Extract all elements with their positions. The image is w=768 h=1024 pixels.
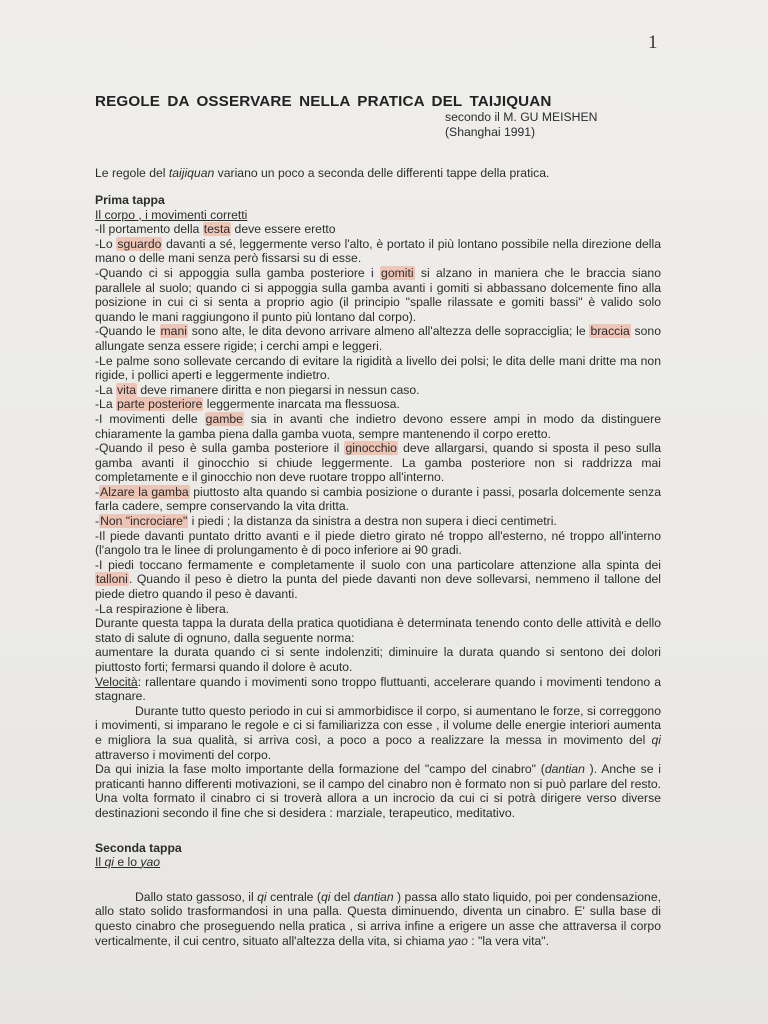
author-place-date: (Shanghai 1991) <box>445 125 536 139</box>
intro-paragraph <box>95 166 549 180</box>
speed-paragraph: Velocità: rallentare quando i movimenti sono troppo fluttuanti, accelerare quando i movimenti tendono a stagnare. <box>95 674 661 704</box>
rule-paragraph: -Le palme sono sollevate cercando di evitare la rigidità a livello dei polsi; le dita delle mani dritte ma non rigide, i pollici aperti e leggermente indietro. <box>95 353 661 383</box>
duration-norm-paragraph: aumentare la durata quando ci si sente indolenziti; diminuire la durata quando si sentono dei dolori piuttosto forti; fermarsi quando il dolore è acuto. <box>95 645 661 674</box>
rule-paragraph: -I movimenti delle gambe sia in avanti che indietro devono essere ampi in modo da distinguere chiaramente la gamba piena dalla gamba vuota, sempre mantenendo il corpo eretto. <box>95 411 661 441</box>
highlight: sguardo <box>117 236 162 251</box>
highlight: testa <box>203 222 231 237</box>
highlight: mani <box>160 324 187 339</box>
section-heading-seconda-tappa: Seconda tappa <box>95 840 182 855</box>
section-heading-prima-tappa: Prima tappa <box>95 193 165 207</box>
highlight: Alzare la gamba <box>100 484 189 499</box>
duration-paragraph: Durante questa tappa la durata della pratica quotidiana è determinata tenendo conto delle attività e dello stato di salute di ognuno, dalla seguente norma: <box>95 616 661 645</box>
document-body <box>95 193 661 948</box>
rule-paragraph: -La parte posteriore leggermente inarcata ma flessuosa. <box>95 397 400 412</box>
rule-paragraph: -La vita deve rimanere diritta e non piegarsi in nessun caso. <box>95 382 420 397</box>
body-paragraph: Da qui inizia la fase molto importante della formazione del "campo del cinabro" (dantian ). Anche se i praticanti hanno differenti motivazioni, se il campo del cinabro non è formato non si può parlare del resto. Una volta formato il cinabro ci si troverà allora a un incrocio da cui ci si potrà dirigere verso diverse destinazioni secondo il fine che si desidera : marziale, terapeutico, meditativo. <box>95 762 662 820</box>
highlight: Non "incrociare" <box>100 514 188 529</box>
body-paragraph: Dallo stato gassoso, il qi centrale (qi del dantian ) passa allo stato liquido, poi per condensazione, allo stato solido trasformandosi in una palla. Questa diminuendo, diventa un cinabro. E' sulla base di questo cinabro che proseguendo nella pratica , si arriva infine a erigere un asse che attraversa il corpo verticalmente, il cui centro, situato all'altezza della vita, si chiama yao : "la vera vita". <box>95 889 661 948</box>
highlight: gomiti <box>381 265 414 280</box>
intro-italic-term: taijiquan <box>168 166 215 180</box>
rule-paragraph: -Non "incrociare" i piedi ; la distanza da sinistra a destra non supera i dieci centimetri. <box>95 514 557 529</box>
highlight: braccia <box>590 324 630 339</box>
rule-paragraph: -Alzare la gamba piuttosto alta quando si cambia posizione o durante i passi, posarla dolcemente senza farla cadere, sempre conservando la vita dritta. <box>95 484 661 514</box>
body-paragraph: Durante tutto questo periodo in cui si ammorbidisce il corpo, si aumentano le forze, si correggono i movimenti, si imparano le regole e ci si familiarizza con esse , il volume delle energie interiori aumenta e migliora la sua qualità, si arriva così, a poco a poco a realizzare la messa in movimento del qi attraverso i movimenti del corpo. <box>95 703 661 762</box>
document-title: REGOLE DA OSSERVARE NELLA PRATICA DEL TAIJIQUAN <box>95 93 552 110</box>
section-subheading: Il corpo , i movimenti corretti <box>95 207 248 222</box>
highlight: parte posteriore <box>117 397 203 412</box>
page-number: 1 <box>648 32 658 53</box>
intro-text: Le regole del <box>95 166 169 180</box>
highlight: talloni <box>96 572 128 587</box>
rule-paragraph: -Lo sguardo davanti a sé, leggermente verso l'alto, è portato il più lontano possibile nella direzione della mano o delle mani senza però fissarsi su di esse. <box>95 236 661 266</box>
intro-text-end: variano un poco a seconda delle differenti tappe della pratica. <box>214 166 550 180</box>
highlight: ginocchio <box>345 441 397 456</box>
speed-label: Velocità <box>95 674 138 689</box>
highlight: gambe <box>205 411 243 426</box>
rule-paragraph: -I piedi toccano fermamente e completamente il suolo con una particolare attenzione alla spinta dei talloni. Quando il peso è dietro la punta del piede davanti non deve sollevarsi, nemmeno il tallone del piede dietro quando il peso è davanti. <box>95 557 661 602</box>
rule-paragraph: -Quando le mani sono alte, le dita devono arrivare almeno all'altezza delle sopracciglia; le braccia sono allungate senza essere rigide; i cerchi ampi e leggeri. <box>95 324 661 353</box>
rule-paragraph: -La respirazione è libera. <box>95 601 230 616</box>
rule-paragraph: -Quando il peso è sulla gamba posteriore il ginocchio deve allargarsi, quando si sposta il peso sulla gamba avanti il ginocchio si chiude leggermente. La gamba posteriore non si raddrizza mai completamente e il ginocchio non deve ruotare troppo all'interno. <box>95 441 661 485</box>
section-subheading: Il qi e lo yao <box>95 855 161 870</box>
author-block <box>445 110 597 140</box>
rule-paragraph: -Il piede davanti puntato dritto avanti e il piede dietro girato né troppo all'esterno, né troppo all'interno (l'angolo tra le linee di prolungamento è di poco inferiore ai 90 gradi. <box>95 528 661 558</box>
highlight: vita <box>117 382 136 397</box>
rule-paragraph: -Quando ci si appoggia sulla gamba posteriore i gomiti si alzano in maniera che le braccia siano parallele al suolo; quando ci si appoggia sulla gamba avanti i gomiti si abbassano dolcemente fino alla posizione in cui ci si senta a proprio agio (il principio "spalle rilassate e gomiti bassi" è valido solo quando le mani raggiungono il punto più lontano dal corpo). <box>95 265 661 324</box>
author-line: secondo il M. GU MEISHEN <box>445 110 598 124</box>
rule-paragraph: -Il portamento della testa deve essere eretto <box>95 222 336 237</box>
